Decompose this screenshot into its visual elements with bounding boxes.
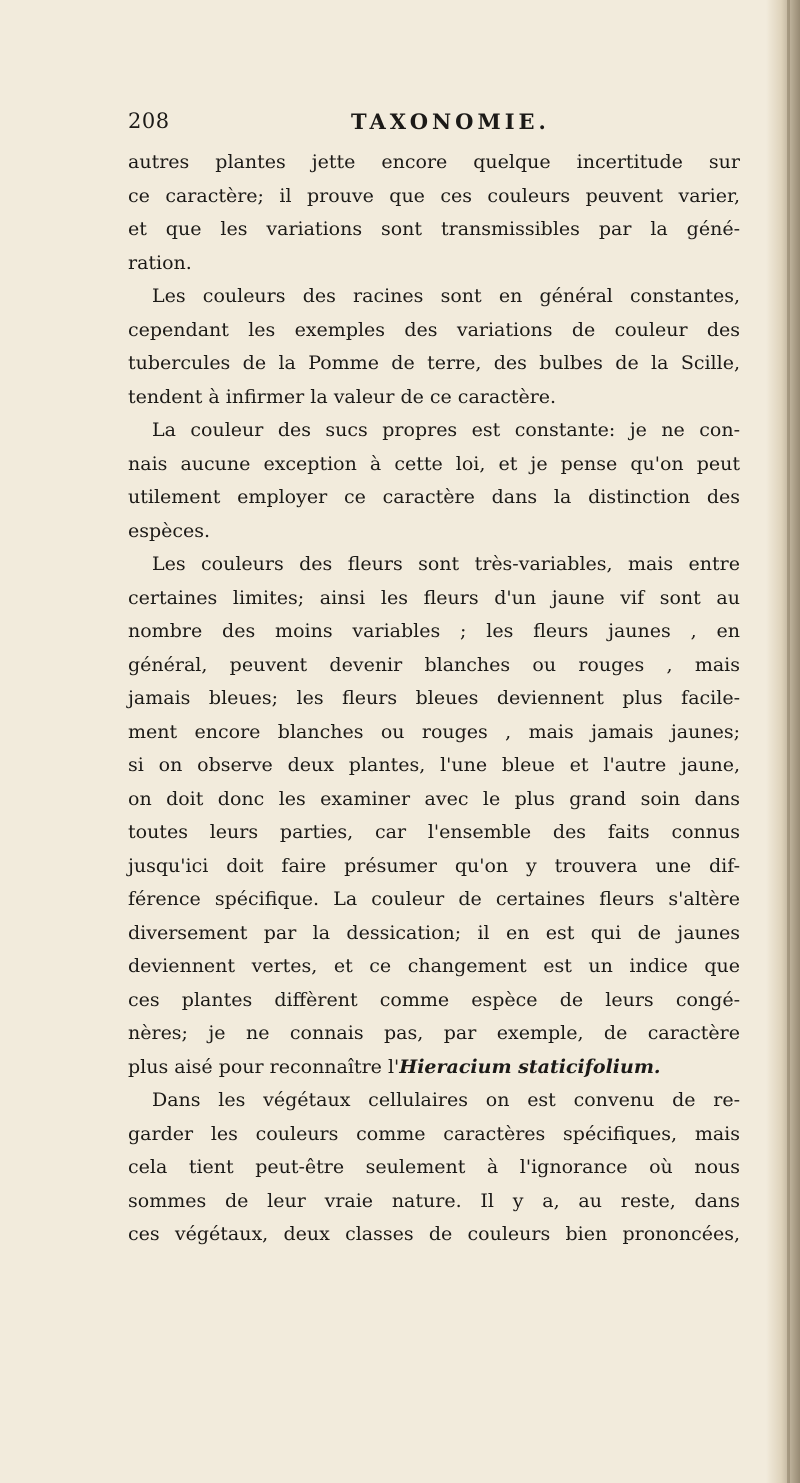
text-line: espèces. <box>128 519 211 542</box>
text-line: tendent à infirmer la valeur de ce caractère. <box>128 385 557 408</box>
text-line: ces plantes diffèrent comme espèce de leurs congé- <box>128 988 740 1011</box>
text-line: deviennent vertes, et ce changement est un indice que <box>128 955 740 977</box>
text-line-with-species <box>128 1051 740 1085</box>
page-edge-line <box>787 0 790 1483</box>
text-line: ces végétaux, deux classes de couleurs bien prononcées, <box>128 1223 740 1245</box>
text-line: nais aucune exception à cette loi, et je pense qu'on peut <box>128 452 740 475</box>
text-line: on doit donc les examiner avec le plus grand soin dans <box>128 787 740 810</box>
page-header <box>128 109 748 141</box>
text-line: ment encore blanches ou rouges , mais jamais jaunes; <box>128 720 740 743</box>
page-number: 208 <box>128 109 170 133</box>
text-line: et que les variations sont transmissibles par la géné- <box>128 218 740 240</box>
body-text <box>128 146 740 1252</box>
text-line: toutes leurs parties, car l'ensemble des faits connus <box>128 821 740 843</box>
page-edge-shadow <box>766 0 800 1483</box>
paragraph-start-line: La couleur des sucs propres est constante: je ne con- <box>152 419 740 441</box>
text-line: autres plantes jette encore quelque incertitude sur <box>128 151 740 173</box>
text-line: nombre des moins variables ; les fleurs jaunes , en <box>128 620 740 642</box>
text-line: sommes de leur vraie nature. Il y a, au reste, dans <box>128 1189 740 1212</box>
text-fragment: plus aisé pour reconnaître l' <box>128 1055 400 1078</box>
text-line: utilement employer ce caractère dans la distinction des <box>128 486 740 508</box>
paragraph-start-line: Les couleurs des racines sont en général constantes, <box>152 285 740 307</box>
text-line: diversement par la dessication; il en est qui de jaunes <box>128 921 740 944</box>
paragraph-start-line: Les couleurs des fleurs sont très-variables, mais entre <box>152 553 740 575</box>
text-line: jamais bleues; les fleurs bleues deviennent plus facile- <box>128 687 740 709</box>
text-line: ce caractère; il prouve que ces couleurs peuvent varier, <box>128 184 740 207</box>
text-line: cela tient peut-être seulement à l'ignorance où nous <box>128 1156 740 1178</box>
text-line: garder les couleurs comme caractères spécifiques, mais <box>128 1122 740 1145</box>
text-line: jusqu'ici doit faire présumer qu'on y trouvera une dif- <box>128 854 740 877</box>
species-name: Hieracium staticifolium. <box>399 1055 661 1078</box>
text-line: ration. <box>128 251 192 274</box>
paragraph-start-line: Dans les végétaux cellulaires on est convenu de re- <box>152 1089 740 1111</box>
text-line: tubercules de la Pomme de terre, des bulbes de la Scille, <box>128 352 740 374</box>
text-line: cependant les exemples des variations de couleur des <box>128 318 740 341</box>
text-line: férence spécifique. La couleur de certaines fleurs s'altère <box>128 888 740 910</box>
text-line: général, peuvent devenir blanches ou rouges , mais <box>128 653 740 676</box>
text-line: nères; je ne connais pas, par exemple, de caractère <box>128 1022 740 1044</box>
text-line: si on observe deux plantes, l'une bleue et l'autre jaune, <box>128 754 740 776</box>
running-title: TAXONOMIE. <box>351 109 550 134</box>
text-line: certaines limites; ainsi les fleurs d'un jaune vif sont au <box>128 586 740 609</box>
